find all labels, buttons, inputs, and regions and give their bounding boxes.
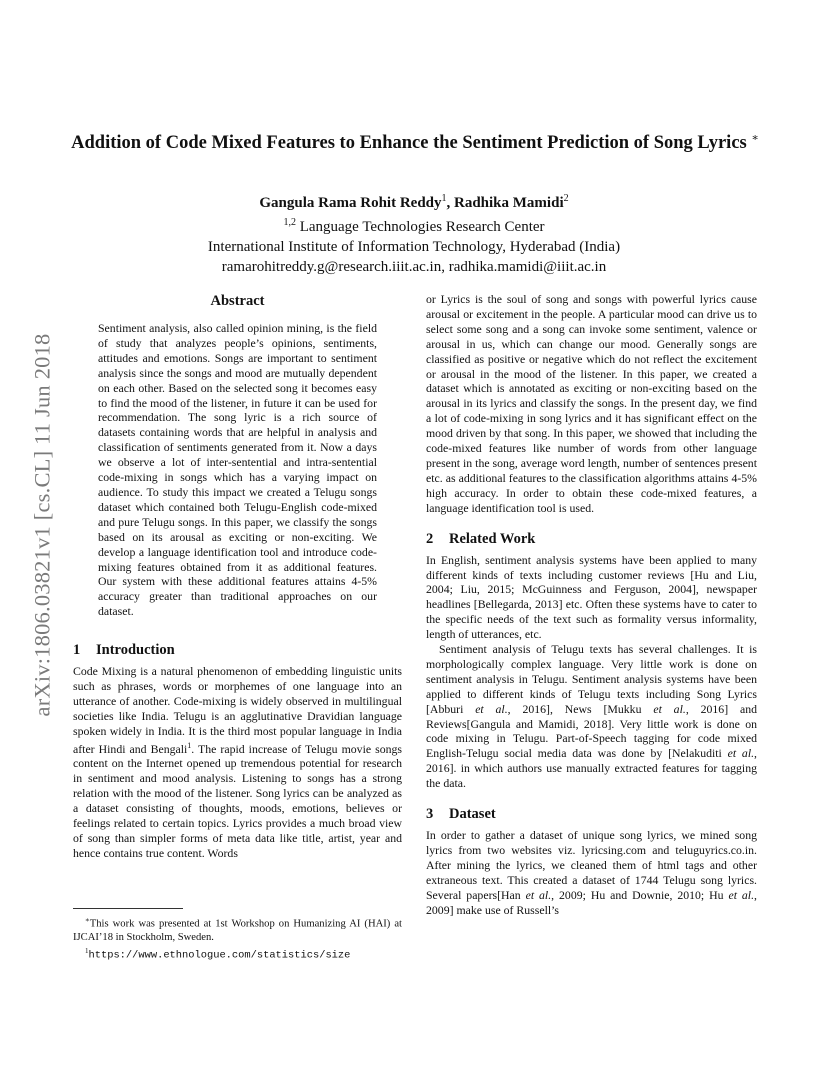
author-1-affil: 1 [441, 193, 447, 204]
paper-title-text: Addition of Code Mixed Features to Enhance the Sentiment Prediction of Song Lyrics [71, 133, 747, 154]
rw-p2-part-a: Sentiment analysis of Telugu texts has several challenges. It is morphologically complex language. Very little work is done on sentiment analysis in Telugu. Sentiment analysis systems have been applied to different kinds of Telugu texts including Song Lyrics [Abburi [426, 642, 757, 716]
rw-p2-part-c: , 2016] and Reviews[Gangula and Mamidi, 2018]. Very little work is done on code mixing in Telugu. Part-of-Speech tagging for code mixed English-Telugu social media data was done by [Nelakuditi [426, 701, 757, 761]
introduction-heading [73, 641, 402, 659]
intro-p1-part-b: . The rapid increase of Telugu movie songs content on the Internet opened up tremendous potential for research in sentiment and mood analysis. Listening to songs has a strong relation with the mood of the listener. Song lyrics can be analyzed as a dataset consisting of thoughts, moods, emotions, believes or feelings related to certain topics. Lyrics provides a much broad view of song than simpler forms of meta data like title, artist, year and hence contains true content. Words [73, 741, 402, 860]
intro-p1-part-a: Code Mixing is a natural phenomenon of embedding linguistic units such as phrases, words or morphemes of one language into an utterance of another. Code-mixing is widely observed in multilingual societies like India. Telugu is an agglutinative Dravidian language spoken widely in India. It is the third most popular language in India after Hindi and Bengali [73, 664, 402, 756]
author-2-affil: 2 [563, 193, 569, 204]
author-1: Gangula Rama Rohit Reddy [259, 195, 442, 211]
footnote-2-marker: 1 [85, 946, 89, 955]
author-emails: ramarohitreddy.g@research.iiit.ac.in, radhika.mamidi@iiit.ac.in [221, 259, 607, 275]
arxiv-stamp [22, 290, 62, 760]
left-column [73, 292, 402, 861]
ds-etal-2: et al. [728, 887, 755, 902]
introduction-paragraph-1 [73, 664, 402, 861]
rw-etal-3: et al. [727, 746, 755, 761]
dataset-number: 3 [426, 806, 434, 823]
affiliation-institute: International Institute of Information Technology, Hyderabad (India) [207, 239, 621, 255]
related-work-paragraph-2 [426, 642, 757, 791]
related-work-number: 2 [426, 530, 434, 547]
author-names [100, 189, 728, 213]
footnote-ref-1: 1 [187, 740, 192, 750]
footnote-1-text: This work was presented at 1st Workshop on Humanizing AI (HAI) at IJCAI’18 in Stockholm, Sweden. [73, 918, 402, 944]
introduction-title: Introduction [96, 642, 175, 659]
affiliation-marker: 1,2 [283, 217, 296, 228]
affiliation-center-text: Language Technologies Research Center [299, 219, 545, 235]
author-block [100, 189, 728, 277]
ds-p1-part-a: In order to gather a dataset of unique song lyrics, we mined song lyrics from two websites viz. lyricsing.com and teluguyrics.co.in. After mining the lyrics, we cleaned them of html tags and other extraneous text. This created a dataset of 1744 Telugu song lyrics. Several papers[Han [426, 828, 757, 902]
footnote-2-url[interactable]: https://www.ethnologue.com/statistics/size [88, 949, 351, 962]
ds-p1-part-b: , 2009; Hu and Downie, 2010; Hu [551, 887, 729, 902]
arxiv-stamp-text: arXiv:1806.03821v1 [cs.CL] 11 Jun 2018 [29, 333, 55, 717]
rw-etal-1: et al. [475, 701, 508, 716]
related-work-heading [426, 530, 757, 548]
author-separator: , [446, 195, 454, 211]
affiliation-center [100, 213, 728, 237]
rw-etal-2: et al. [653, 701, 686, 716]
paper-title [70, 126, 760, 155]
footnote-2 [73, 945, 402, 963]
related-work-paragraph-1: In English, sentiment analysis systems have been applied to many different kinds of texts including customer reviews [Hu and Liu, 2004; Liu, 2015; McGuinness and Ferguson, 2004], newspaper headlines [Bellegarda, 2013] etc. Often these systems have to cater to the specific needs of the text such as formality versus informality, length of utterances, etc. [426, 552, 757, 642]
rw-p2-part-d: , 2016]. in which authors use manually extracted features for tagging the data. [426, 746, 757, 791]
right-column [426, 292, 757, 918]
dataset-heading [426, 805, 757, 823]
related-work-title: Related Work [449, 530, 536, 547]
rw-p2-part-b: , 2016], News [Mukku [507, 701, 654, 716]
title-footnote-marker: ∗ [751, 132, 759, 144]
introduction-number: 1 [73, 642, 81, 659]
abstract-text: Sentiment analysis, also called opinion mining, is the field of study that analyzes people’s opinions, sentiments, attitudes and emotions. Songs are important to sentiment analysis since the songs and mood are mutually dependent on each other. Based on the selected song it becomes easy to find the mood of the listener, in future it can be used for recommendation. The song lyric is a rich source of datasets containing words that are helpful in analysis and classification of sentiments generated from it. Now a days we observe a lot of inter-sentential and intra-sentential code-mixing in songs which has a varying impact on audience. To study this impact we created a Telugu songs dataset which contained both Telugu-English code-mixed and pure Telugu songs. In this paper, we classify the songs based on its arousal as exciting or non-exciting. We develop a language identification tool and introduce code-mixing features obtained from it as additional features. Our system with these additional features attains 4-5% accuracy greater than traditional approaches on our dataset. [98, 321, 377, 619]
abstract-heading: Abstract [210, 293, 265, 309]
ds-etal-1: et al. [525, 887, 552, 902]
dataset-paragraph-1 [426, 828, 757, 917]
author-2: Radhika Mamidi [454, 195, 564, 211]
footnote-rule [73, 908, 183, 909]
dataset-title: Dataset [449, 806, 496, 823]
introduction-paragraph-2: or Lyrics is the soul of song and songs with powerful lyrics cause arousal or excitement in the people. A particular mood can drive us to select some song and a song can invoke some sentiment, valence or arousal in us, which can change our mood. Generally songs are classified as positive or negative which do not reflect the excitement or arousal in the mood of the listener. In this paper, we created a dataset which is annotated as exciting or non-exciting based on the arousal in its lyrics and classify the songs. In the present day, we find a lot of code-mixing in song lyrics and it has significant effect on the mood driven by that song. In this paper, we showed that including the code-mixed features like number of words from other language present in the song, average word length, number of sentences present etc. as additional features to the classification algorithms attains 4-5% high accuracy. In order to obtain these code-mixed features, a language identification tool is used. [426, 292, 757, 515]
footnote-1 [73, 914, 402, 945]
footnote-1-marker: ∗ [85, 916, 90, 924]
ds-p1-part-c: , 2009] make use of Russell’s [426, 887, 757, 917]
footnotes [73, 908, 402, 963]
